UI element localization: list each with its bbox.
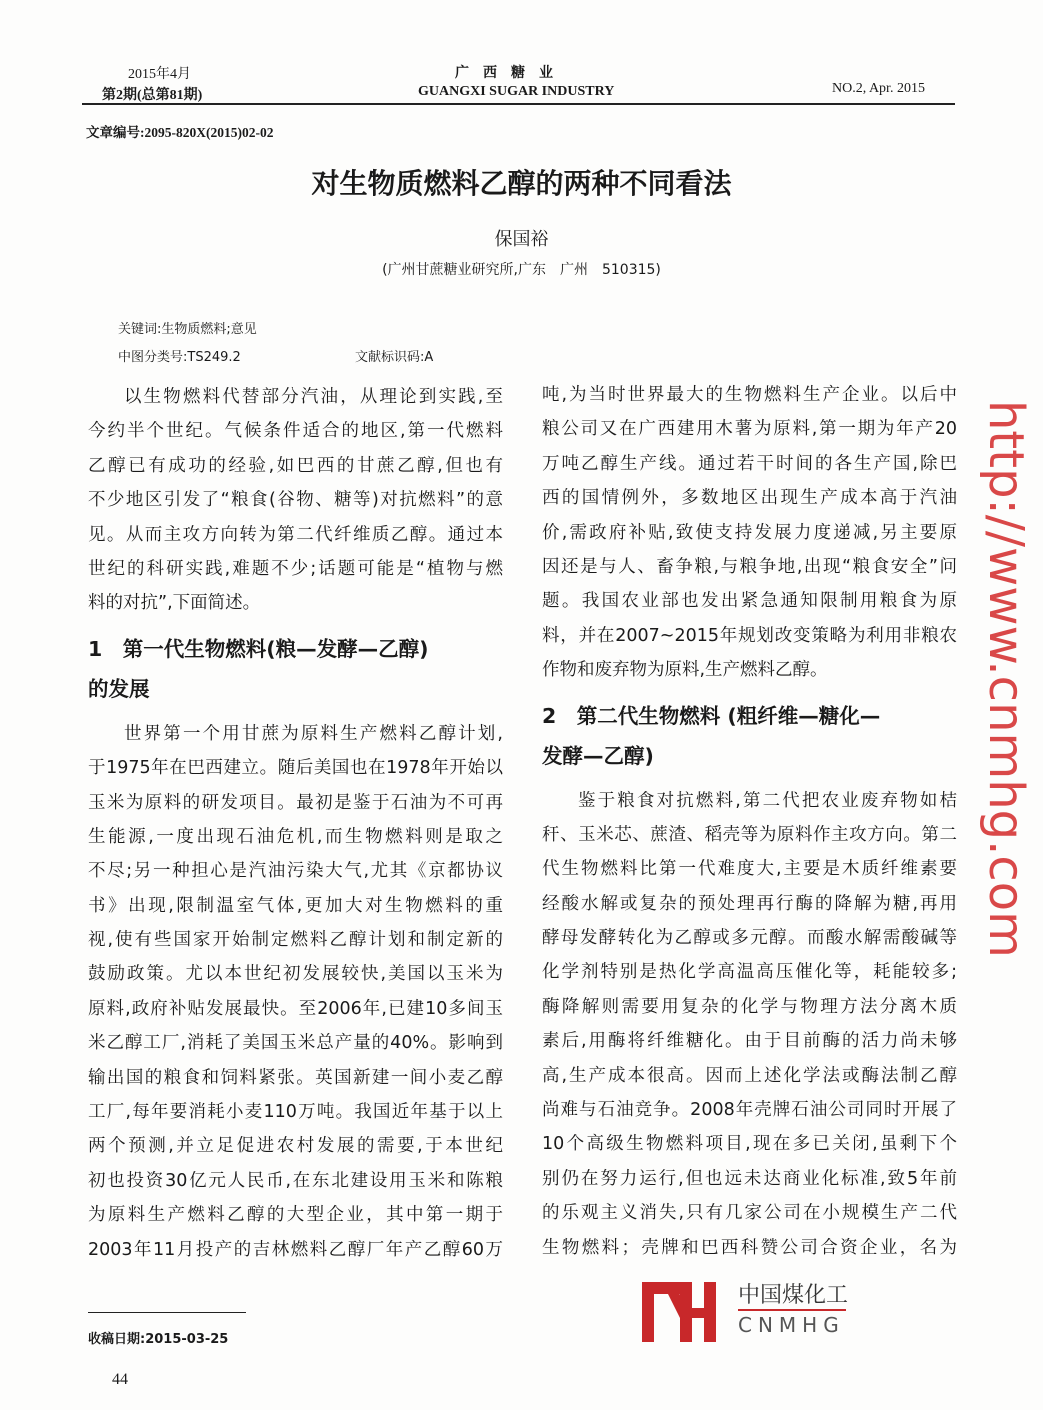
text-line: 秆、玉米芯、蔗渣、稻壳等为原料作主攻方向。第二 (542, 824, 957, 845)
text-line: 书》出现,限制温室气体,更加大对生物燃料的重 (88, 895, 503, 916)
text-line: 西的国情例外，多数地区出现生产成本高于汽油 (542, 488, 957, 509)
text-line: 代生物燃料比第一代难度大,主要是木质纤维素要 (542, 859, 957, 880)
header-date: 2015年4月 (128, 67, 191, 82)
section-2-paragraph (542, 784, 957, 1265)
affiliation: (广州甘蔗糖业研究所,广东 广州 510315) (382, 262, 661, 278)
journal-name-en: GUANGXI SUGAR INDUSTRY (418, 84, 615, 99)
author: 保国裕 (494, 229, 549, 250)
text-line: 生物燃料；壳牌和巴西科赞公司合资企业，名为 (542, 1237, 957, 1258)
text-line: 鼓励政策。尤以本世纪初发展较快,美国以玉米为 (88, 964, 503, 985)
text-line: 题。我国农业部也发出紧急通知限制用粮食为原 (542, 591, 957, 612)
section-heading-1 (88, 629, 503, 709)
text-line: 世界第一个用甘蔗为原料生产燃料乙醇计划, (124, 723, 503, 744)
logo-mark-icon (640, 1278, 730, 1344)
document-code: 文献标识码:A (355, 350, 434, 365)
intro-paragraph (88, 380, 503, 621)
text-line: 的乐观主义消失,只有几家公司在小规模生产二代 (542, 1203, 957, 1224)
text-line: 化学剂特别是热化学高温高压催化等，耗能较多; (542, 962, 957, 983)
text-line: 作物和废弃物为原料,生产燃料乙醇。 (542, 660, 828, 681)
text-line: 不尽;另一种担心是汽油污染大气,尤其《京都协议 (88, 861, 503, 882)
keywords: 关键词:生物质燃料;意见 (118, 322, 257, 337)
text-line: 因还是与人、畜争粮,与粮争地,出现“粮食安全”问 (542, 556, 957, 577)
header-issue: 第2期(总第81期) (102, 88, 203, 103)
text-line: 料的对抗”,下面简述。 (88, 593, 261, 614)
text-line: 乙醇已有成功的经验,如巴西的甘蔗乙醇,但也有 (88, 455, 503, 476)
text-line: 视,使有些国家开始制定燃料乙醇计划和制定新的 (88, 930, 503, 951)
text-line: 两个预测,并立足促进农村发展的需要,于本世纪 (88, 1136, 503, 1157)
text-line: 料，并在2007~2015年规划改变策略为利用非粮农 (542, 625, 957, 646)
text-line: 工厂,每年要消耗小麦110万吨。我国近年基于以上 (88, 1102, 503, 1123)
text-line: 素后,用酶将纤维糖化。由于目前酶的活力尚未够 (542, 1031, 957, 1052)
heading-line: 发酵—乙醇) (542, 743, 654, 768)
text-line: 今约半个世纪。气候条件适合的地区,第一代燃料 (88, 421, 503, 442)
text-line: 粮公司又在广西建用木薯为原料,第一期为年产20 (542, 419, 957, 440)
heading-line: 的发展 (88, 676, 150, 701)
text-line: 初也投资30亿元人民币,在东北建设用玉米和陈粮 (88, 1170, 503, 1191)
text-line: 鉴于粮食对抗燃料,第二代把农业废弃物如桔 (578, 790, 957, 811)
text-line: 原料,政府补贴发展最快。至2006年,已建10多间玉 (88, 998, 503, 1019)
section-1-paragraph (88, 717, 503, 1267)
classification-number: 中图分类号:TS249.2 (118, 350, 241, 365)
article-number: 文章编号:2095-820X(2015)02-02 (86, 125, 274, 140)
text-line: 尚难与石油竞争。2008年壳牌石油公司同时开展了 (542, 1100, 957, 1121)
text-line: 世纪的科研实践,难题不少;话题可能是“植物与燃 (88, 558, 503, 579)
text-line: 不少地区引发了“粮食(谷物、糖等)对抗燃料”的意 (88, 490, 503, 511)
text-line: 高,生产成本很高。因而上述化学法或酶法制乙醇 (542, 1065, 957, 1086)
journal-name-cn: 广 西 糖 业 (455, 65, 553, 81)
text-line: 10个高级生物燃料项目,现在多已关闭,虽剩下个 (542, 1134, 957, 1155)
logo-rule (738, 1309, 846, 1311)
footnote-rule (88, 1312, 246, 1313)
logo-text-cn: 中国煤化工 (738, 1283, 849, 1308)
cnmhg-logo (640, 1276, 860, 1346)
left-column (88, 380, 503, 1267)
section-heading-2 (542, 696, 957, 776)
text-line: 酶降解则需要用复杂的化学与物理方法分离木质 (542, 996, 957, 1017)
text-line: 吨,为当时世界最大的生物燃料生产企业。以后中 (542, 385, 957, 405)
continued-paragraph (542, 378, 957, 688)
watermark: http://www.cnmhg.com (978, 400, 1034, 958)
text-line: 玉米为原料的研发项目。最初是鉴于石油为不可再 (88, 792, 503, 813)
text-line: 经酸水解或复杂的预处理再行酶的降解为糖,再用 (542, 893, 957, 914)
heading-line: 2 第二代生物燃料 (粗纤维—糖化— (542, 703, 881, 728)
text-line: 输出国的粮食和饲料紧张。英国新建一间小麦乙醇 (88, 1067, 503, 1088)
text-line: 别仍在努力运行,但也远未达商业化标准,致5年前 (542, 1168, 957, 1189)
header-rule (82, 103, 955, 105)
text-line: 以生物燃料代替部分汽油，从理论到实践,至 (124, 387, 503, 407)
text-line: 于1975年在巴西建立。随后美国也在1978年开始以 (88, 758, 503, 779)
text-line: 米乙醇工厂,消耗了美国玉米总产量的40%。影响到 (88, 1033, 503, 1054)
text-line: 价,需政府补贴,致使支持发展力度递减,另主要原 (542, 522, 957, 543)
text-line: 万吨乙醇生产线。通过若干时间的各生产国,除巴 (542, 453, 957, 474)
text-line: 2003年11月投产的吉林燃料乙醇厂年产乙醇60万 (88, 1239, 503, 1260)
page-title: 对生物质燃料乙醇的两种不同看法 (311, 167, 732, 200)
logo-text-en: CNMHG (738, 1313, 845, 1337)
right-column (542, 378, 957, 1265)
text-line: 为原料生产燃料乙醇的大型企业，其中第一期于 (88, 1205, 503, 1226)
text-line: 酵母发酵转化为乙醇或多元醇。而酸水解需酸碱等 (542, 928, 957, 949)
text-line: 见。从而主攻方向转为第二代纤维质乙醇。通过本 (88, 524, 503, 545)
heading-line: 1 第一代生物燃料(粮—发酵—乙醇) (88, 636, 429, 661)
received-date: 收稿日期:2015-03-25 (88, 1332, 229, 1347)
text-line: 生能源,一度出现石油危机,而生物燃料则是取之 (88, 826, 503, 847)
page-number: 44 (112, 1371, 128, 1388)
header-issue-en: NO.2, Apr. 2015 (832, 81, 925, 96)
